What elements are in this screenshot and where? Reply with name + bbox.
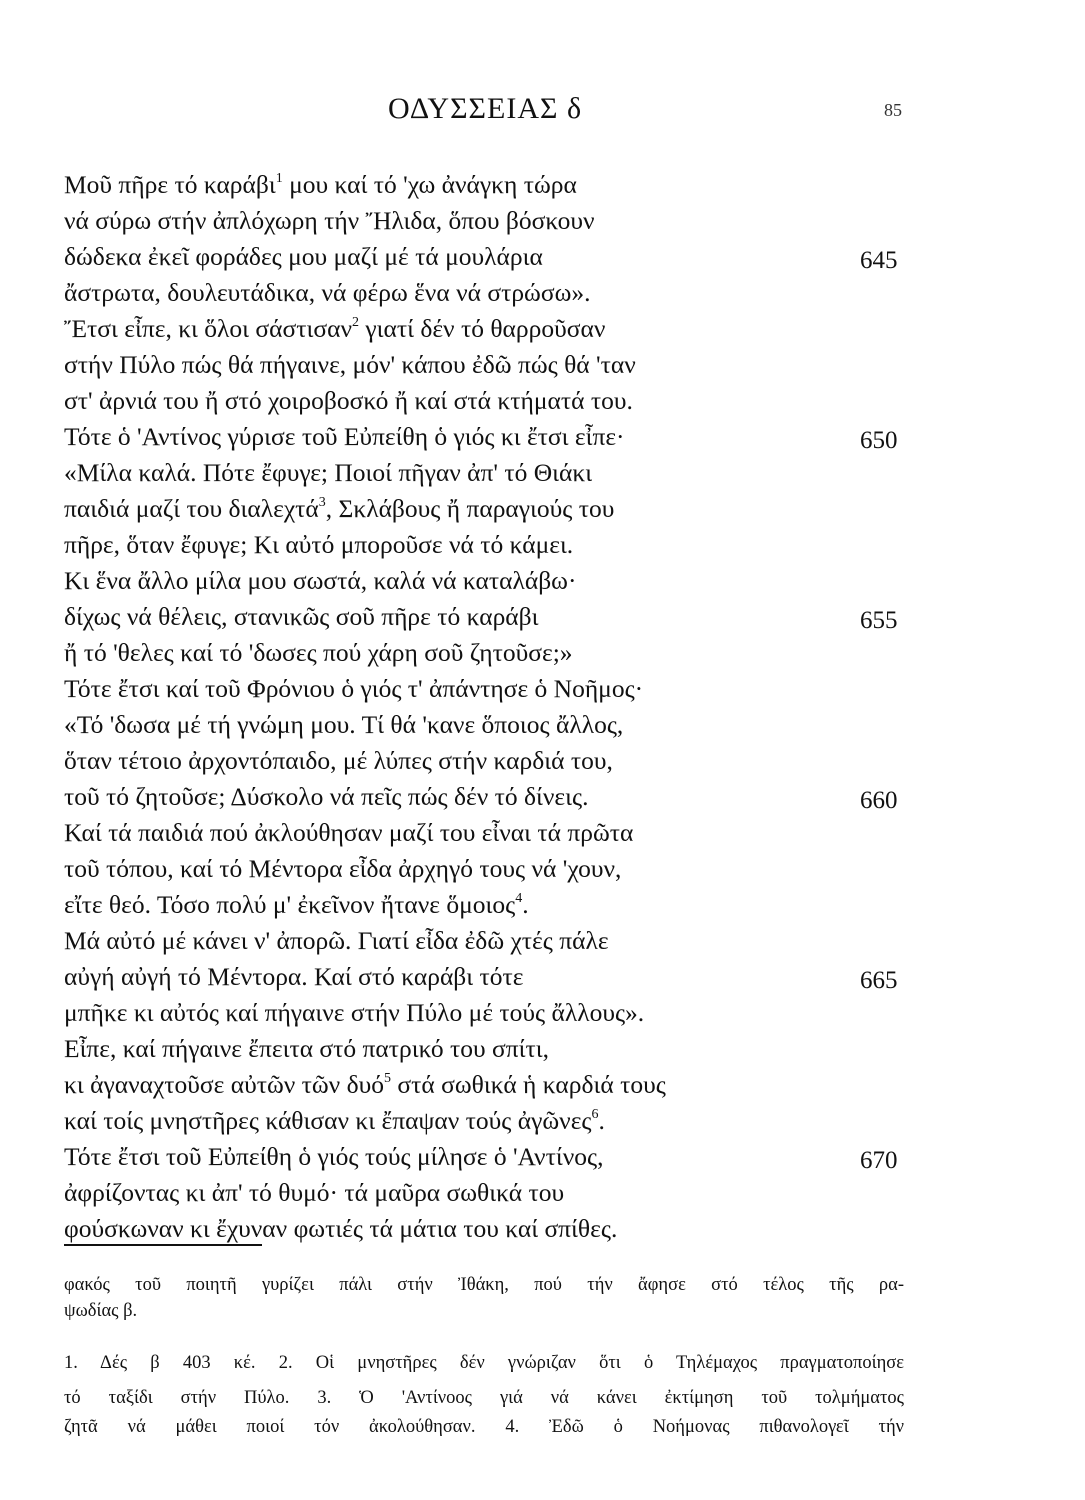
poem-line: Μοῦ πῆρε τό καράβι$^1$ μου καί τό 'χω ἀνάγκη τώρα xyxy=(64,170,577,199)
poem-line: τοῦ τό ζητοῦσε; Δύσκολο νά πεῖς πώς δέν τό δίνεις. xyxy=(64,782,589,811)
poem-line: ἀφρίζοντας κι ἀπ' τό θυμό· τά μαῦρα σωθικά του xyxy=(64,1178,565,1207)
poem-line: Μά αὐτό μέ κάνει ν' ἀπορῶ. Γιατί εἶδα ἐδῶ χτές πάλε xyxy=(64,926,609,955)
poem-line: τοῦ τόπου, καί τό Μέντορα εἶδα ἀρχηγό τους νά 'χουν, xyxy=(64,854,622,883)
poem-line: Εἶπε, καί πήγαινε ἔπειτα στό πατρικό του σπίτι, xyxy=(64,1034,549,1063)
poem-line: ἤ τό 'θελες καί τό 'δωσες πού χάρη σοῦ ζητοῦσε;» xyxy=(64,638,573,667)
footnote-ref: 2 xyxy=(351,315,359,330)
poem-line: μπῆκε κι αὐτός καί πήγαινε στήν Πύλο μέ τούς ἄλλους». xyxy=(64,998,645,1027)
running-head-title: ΟΔΥΣΣΕΙΑΣ δ xyxy=(388,92,583,125)
footnote-separator xyxy=(64,1244,262,1246)
line-number: 645 xyxy=(860,247,898,274)
poem-line: ὅταν τέτοιο ἀρχοντόπαιδο, μέ λύπες στήν καρδιά του, xyxy=(64,746,613,775)
poem-line: Τότε ἔτσι καί τοῦ Φρόνιου ὁ γιός τ' ἀπάντησε ὁ Νοῆμος· xyxy=(64,674,644,703)
footnote-line: τό ταξίδι στήν Πύλο. 3. Ὁ 'Αντίνοος γιά νά κάνει ἐκτίμηση τοῦ τολμήματος xyxy=(64,1388,904,1408)
poem-line: δώδεκα ἐκεῖ φοράδες μου μαζί μέ τά μουλάρια xyxy=(64,242,543,271)
footnote-ref: 3 xyxy=(318,495,326,510)
poem-line: ἄστρωτα, δουλευτάδικα, νά φέρω ἕνα νά στρώσω». xyxy=(64,278,591,307)
poem-line: «Μίλα καλά. Πότε ἔφυγε; Ποιοί πῆγαν ἀπ' τό Θιάκι xyxy=(64,458,593,487)
page-number: 85 xyxy=(884,100,902,120)
line-number: 655 xyxy=(860,607,898,634)
footnote-continuation-line: ψωδίας β. xyxy=(64,1301,138,1321)
poem-line: στήν Πύλο πώς θά πήγαινε, μόν' κάπου ἐδῶ πώς θά 'ταν xyxy=(64,350,636,379)
poem-line: Τότε ἔτσι τοῦ Εὐπείθη ὁ γιός τούς μίλησε ὁ 'Αντίνος, xyxy=(64,1142,604,1171)
line-number: 660 xyxy=(860,787,898,814)
footnote-line: ζητᾶ νά μάθει ποιοί τόν ἀκολούθησαν. 4. Ἐδῶ ὁ Νοήμονας πιθανολογεῖ τήν xyxy=(64,1417,904,1437)
poem-line: Τότε ὁ 'Αντίνος γύρισε τοῦ Εὐπείθη ὁ γιός κι ἔτσι εἶπε· xyxy=(64,422,625,451)
footnote-continuation-line: φακός τοῦ ποιητῆ γυρίζει πάλι στήν Ἰθάκη, πού τήν ἄφησε στό τέλος τῆς ρα- xyxy=(64,1275,904,1295)
poem-line: στ' ἀρνιά του ἤ στό χοιροβοσκό ἤ καί στά κτήματά του. xyxy=(64,386,633,415)
footnote-ref: 6 xyxy=(591,1107,599,1122)
poem-line: Καί τά παιδιά πού ἀκλούθησαν μαζί του εἶναι τά πρῶτα xyxy=(64,818,634,847)
line-number: 665 xyxy=(860,967,898,994)
poem-line: δίχως νά θέλεις, στανικῶς σοῦ πῆρε τό καράβι xyxy=(64,602,539,631)
poem-line: νά σύρω στήν ἀπλόχωρη τήν Ἤλιδα, ὅπου βόσκουν xyxy=(64,206,595,235)
poem-line: παιδιά μαζί του διαλεχτά$^3$, Σκλάβους ἤ παραγιούς του xyxy=(64,494,615,523)
line-number: 670 xyxy=(860,1147,898,1174)
poem-line: εἴτε θεό. Τόσο πολύ μ' ἐκεῖνον ἤτανε ὅμοιος$^4$. xyxy=(64,890,529,919)
footnote-line: 1. Δές β 403 κέ. 2. Οἱ μνηστῆρες δέν γνώριζαν ὅτι ὁ Τηλέμαχος πραγματοποίησε xyxy=(64,1353,904,1373)
poem-line: πῆρε, ὅταν ἔφυγε; Κι αὐτό μποροῦσε νά τό κάμει. xyxy=(64,530,574,559)
poem-line: αὐγή αὐγή τό Μέντορα. Καί στό καράβι τότε xyxy=(64,962,524,991)
poem-line: φούσκωναν κι ἔχυναν φωτιές τά μάτια του καί σπίθες. xyxy=(64,1214,618,1243)
footnote-ref: 4 xyxy=(515,891,523,906)
poem-line: «Τό 'δωσα μέ τή γνώμη μου. Τί θά 'κανε ὅποιος ἄλλος, xyxy=(64,710,624,739)
poem-line: κι ἀγαναχτοῦσε αὐτῶν τῶν δυό$^5$ στά σωθικά ἡ καρδιά τους xyxy=(64,1070,666,1099)
poem-line: Κι ἕνα ἄλλο μίλα μου σωστά, καλά νά καταλάβω· xyxy=(64,566,577,595)
line-number: 650 xyxy=(860,427,898,454)
poem-line: καί τοίς μνηστῆρες κάθισαν κι ἔπαψαν τούς ἀγῶνες$^6$. xyxy=(64,1106,605,1135)
footnote-ref: 1 xyxy=(275,171,283,186)
footnote-ref: 5 xyxy=(383,1071,391,1086)
poem-line: Ἔτσι εἶπε, κι ὅλοι σάστισαν$^2$ γιατί δέν τό θαρροῦσαν xyxy=(64,314,606,343)
